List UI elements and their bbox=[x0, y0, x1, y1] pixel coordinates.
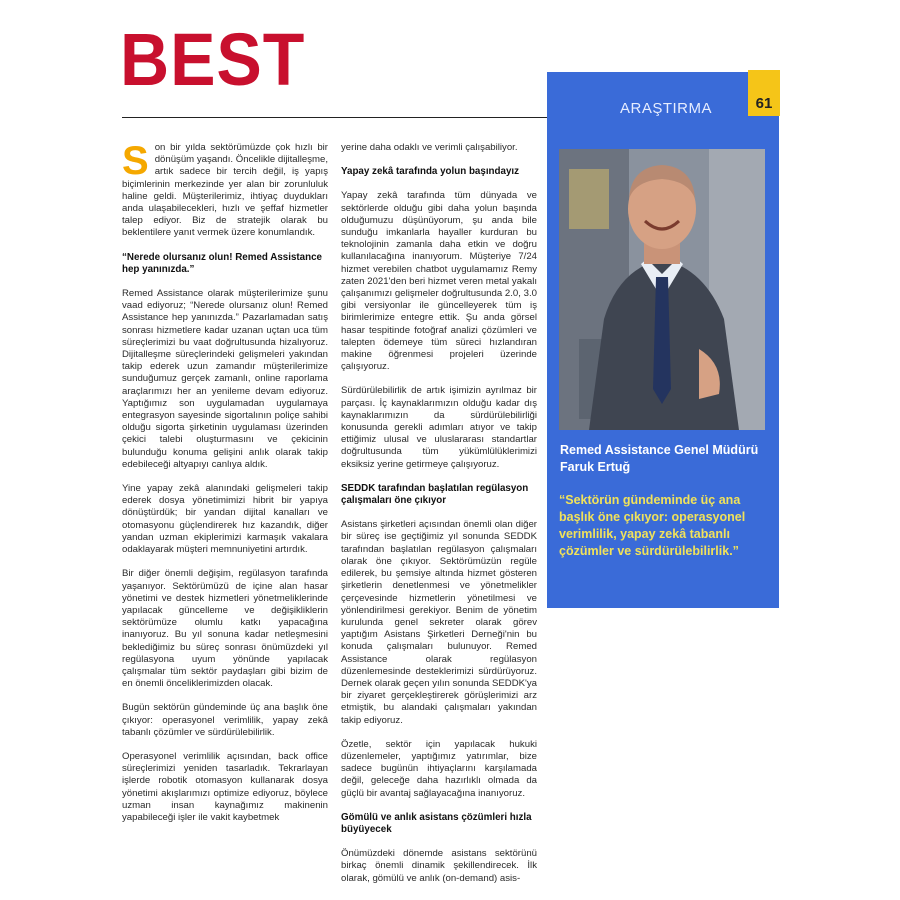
paragraph-7: Yapay zekâ tarafında tüm dünyada ve sektörlerde olduğu gibi daha yolun başında olduğumuzu düşünüyorum, şu anda bile sunduğu imkanlarla hayaller kurduran bu teknolojinin zamanla daha etkin ve doğru kullanılacağına inanıyorum. Müşteriye 7/24 hizmet verebilen chatbot uygulamamız Remy zaten 2021'den beri hizmet veren metal yakalı çalışanımızı gelişmeler doğrultusunda 2.0, 3.0 gibi versiyonlar ile güncelleyerek tüm iş birimlerimize entegre ettik. Şu anda görsel hasar tespitinde fotoğraf analizi çözümleri ve talepten ödemeye tüm süreci hızlandıran makine öğrenmesi projeleri üzerinde çalışıyoruz. bbox=[341, 190, 537, 373]
magazine-logo: BEST bbox=[120, 18, 306, 101]
intro-paragraph bbox=[122, 139, 328, 240]
paragraph-1: Remed Assistance olarak müşterilerimize şunu vaad ediyoruz; “Nerede olursanız olun! Remed Assistance hep yanınızda.” Pazarlamadan satış sonrası hizmetlere kadar uzanan uçtan uca tüm süreçlerimizi bu vaat doğrultusunda hizalıyoruz. Dijitalleşme süreçlerindeki gelişmeleri yakından takip ederek uzun zamandır müşterilerimize sunduğumuz gerçek zamanlı, online raporlama araçlarımızı her an yenileme devam ediyoruz. Yaptığımız son uygulamadan uygulamaya entegrasyon sayesinde sigortalının poliçe sahibi olduğu sigorta şirketinin uygulaması üzerinden çekici talebi oluşturmasını ve çekicinin bulunduğu konuma gelişini anlık olarak takip edebileceği altyapıyı canlıya aldık. bbox=[122, 288, 328, 470]
paragraph-10: Özetle, sektör için yapılacak hukuki düzenlemeler, yaptığımız yatırımlar, bize sadece bugünün ihtiyaçlarını karşılamada değil, geleceğe daha hazırlıklı olmada da güçlü bir avantaj sağlayacağına inanıyoruz. bbox=[341, 738, 537, 799]
section-label: ARAŞTIRMA bbox=[620, 100, 713, 117]
subheading-1: “Nerede olursanız olun! Remed Assistance hep yanınızda.” bbox=[122, 251, 322, 275]
paragraph-2: Yine yapay zekâ alanındaki gelişmeleri takip ederek dosya yönetimimizi hibrit bir yapıya dönüştürdük; bir yandan dijital kanalları ve otomasyonu güçlendirerek hız kazandık, diğer yandan uzman ekiplerimizi karmaşık vakalara odaklayarak müşteri memnuniyetini artırdık. bbox=[122, 483, 328, 556]
portrait-illustration bbox=[559, 149, 765, 430]
header-rule bbox=[122, 117, 567, 118]
article-column-2 bbox=[341, 142, 537, 897]
paragraph-4: Bugün sektörün gündeminde üç ana başlık öne çıkıyor: operasyonel verimlilik, yapay zekâ tabanlı çözümler ve sürdürülebilirlik. bbox=[122, 702, 328, 738]
subheading-2: Yapay zekâ tarafında yolun başındayız bbox=[341, 166, 520, 178]
drop-cap: S bbox=[122, 139, 149, 183]
paragraph-3: Bir diğer önemli değişim, regülasyon tarafında yaşanıyor. Sektörümüzü de içine alan hasar yönetimi ve destek hizmetleri yönetmeliklerinde yapılacak güncelleme ve değişikliklerin sektörümüze olumlu katkı yapacağına inanıyoruz. Bu yıl sonuna kadar netleşmesini beklediğimiz bu süreç sonrası önümüzdeki yıl regülasyona uyum yönünde yapılacak çalışmalar tüm sektör paydaşları gibi bizim de en önemli önceliklerimizden olacak. bbox=[122, 568, 328, 690]
paragraph-9: Asistans şirketleri açısından önemli olan diğer bir süreç ise geçtiğimiz yıl sonunda SEDDK tarafından başlatılan regülasyon çalışmaları olarak öne çıkıyor. Sektörümüzün regüle edilerek, bu şemsiye altında hizmet gösteren şirketlerin denetlenmesi ve yönetmelikler çerçevesinde hizmetlerin yönetilmesi ve yönlendirilmesi gerekiyor. Benim de yönetim kurulunda genel sekreter olarak görev yaptığım Asistans Şirketleri Derneği'nin bu konuda çalışmaları bulunuyor. Remed Assistance olarak regülasyon düzenlemesinde desteklerimizi sürdürüyoruz. Dernek olarak geçen yılın sonunda SEDDK'ya bir ziyaret gerçekleştirerek görüşlerimizi arz etmiştik, bu alandaki çalışmaları yakından takip ediyoruz. bbox=[341, 519, 537, 726]
subheading-4: Gömülü ve anlık asistans çözümleri hızla büyüyecek bbox=[341, 811, 532, 835]
paragraph-6: yerine daha odaklı ve verimli çalışabiliyor. bbox=[341, 142, 518, 153]
paragraph-5: Operasyonel verimlilik açısından, back office süreçlerimizi yeniden tasarladık. Tekrarlayan işlerde robotik otomasyon kullanarak dosya yönetimi akışlarımızı optimize ediyoruz, böylece uzman insan kaynağımız makinenin yapabileceği işler ile vakit kaybetmek bbox=[122, 750, 328, 823]
pull-quote: “Sektörün gündeminde üç ana başlık öne çıkıyor: operasyonel verimlilik, yapay zekâ tabanlı çözümler ve sürdürülebilirlik.” bbox=[559, 493, 746, 558]
portrait-photo bbox=[559, 149, 765, 430]
paragraph-11: Önümüzdeki dönemde asistans sektörünü birkaç önemli dinamik şekillendirecek. İlk olarak, gömülü ve anlık (on-demand) asis- bbox=[341, 848, 537, 884]
subheading-3: SEDDK tarafından başlatılan regülasyon çalışmaları öne çıkıyor bbox=[341, 482, 529, 507]
page-number: 61 bbox=[748, 70, 780, 116]
intro-text: on bir yılda sektörümüzde çok hızlı bir dönüşüm yaşandı. Öncelikle dijitalleşme, artık sadece bir tercih değil, iş yapış biçimlerinin merkezinde yer alan bir zorunluluk haline geldi. Müşterilerimiz, ihtiyaç duydukları anda ulaşabilecekleri, hızlı ve şeffaf hizmetler talep ediyor. Biz de stratejik olarak bu beklentilere yanıt vermek üzere konumlandık. bbox=[122, 142, 328, 239]
paragraph-8: Sürdürülebilirlik de artık işimizin ayrılmaz bir parçası. İç kaynaklarımızın olduğu kadar dış kaynaklarımızın da sürdürülebilirliği konusunda gerekli adımları atıyor ve takip ettiğimiz ulusal ve uluslararası standartlar doğrultusunda tüm yükümlülüklerimizi eksiksiz yerine getirmeye çalışıyoruz. bbox=[341, 385, 537, 470]
article-column-1 bbox=[122, 139, 328, 836]
photo-caption: Remed Assistance Genel Müdürü Faruk Ertuğ bbox=[560, 443, 759, 474]
